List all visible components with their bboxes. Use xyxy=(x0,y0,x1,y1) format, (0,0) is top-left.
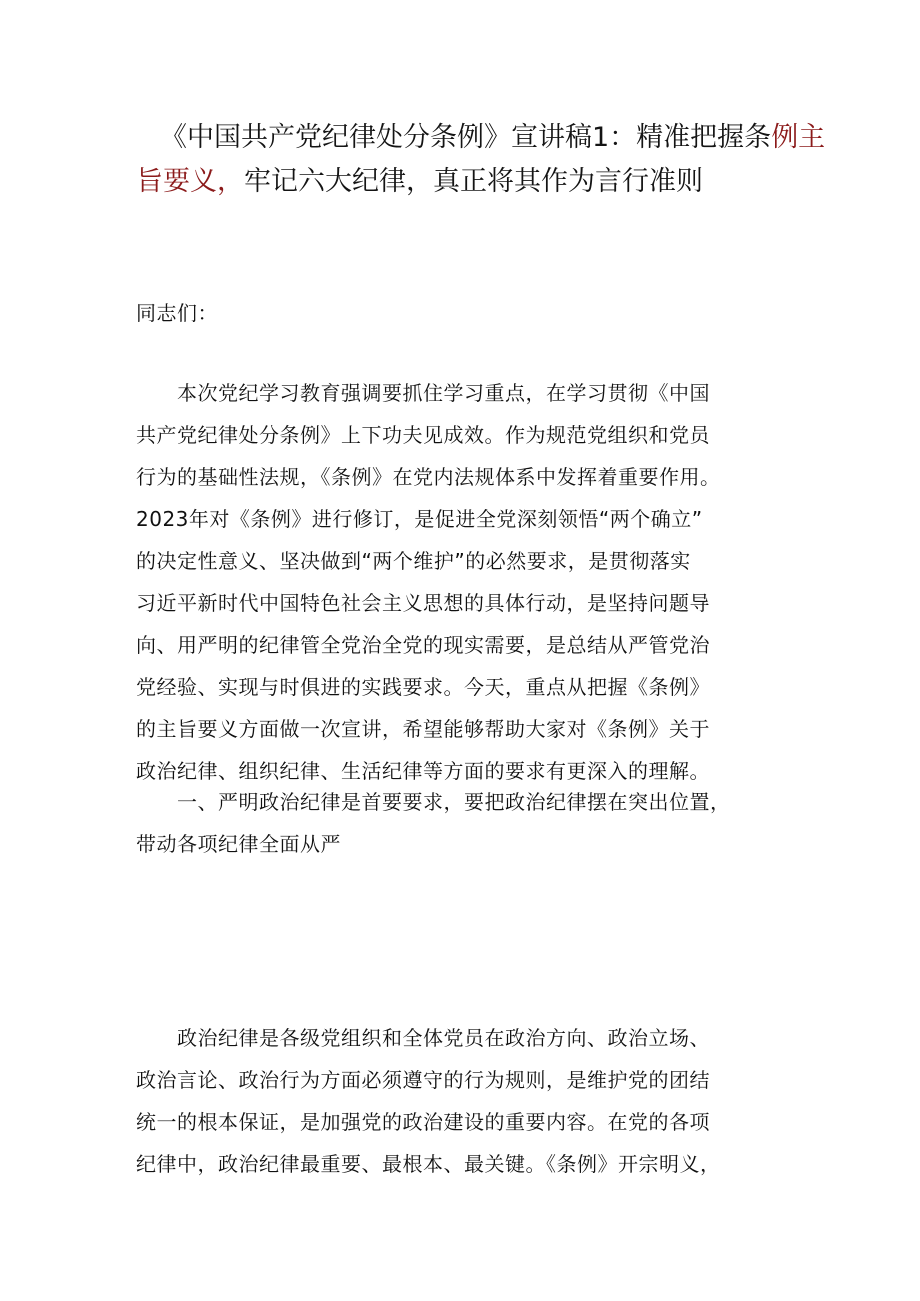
greeting: 同志们： xyxy=(136,301,218,325)
section-heading-1 xyxy=(136,781,796,865)
document-title xyxy=(136,116,826,204)
paragraph-line: 2023年对《条例》进行修订，是促进全党深刻领悟“两个确立” xyxy=(136,507,703,531)
paragraph-line: 本次党纪学习教育强调要抓住学习重点，在学习贯彻《中国 xyxy=(136,381,710,405)
paragraph-line: 党经验、实现与时俱进的实践要求。今天，重点从把握《条例》 xyxy=(136,675,710,699)
paragraph-2 xyxy=(136,1017,796,1185)
heading-line: 带动各项纪律全面从严 xyxy=(136,832,341,856)
paragraph-line: 的决定性意义、坚决做到“两个维护”的必然要求，是贯彻落实 xyxy=(136,549,691,573)
paragraph-line: 纪律中，政治纪律最重要、最根本、最关键。《条例》开宗明义， xyxy=(136,1152,721,1176)
title-line-2 xyxy=(136,160,796,204)
title-line-1-red-text: 例主 xyxy=(771,122,826,153)
paragraph-line: 行为的基础性法规，《条例》在党内法规体系中发挥着重要作用。 xyxy=(136,465,721,489)
paragraph-line: 共产党纪律处分条例》上下功夫见成效。作为规范党组织和党员 xyxy=(136,423,710,447)
paragraph-line: 向、用严明的纪律管全党治全党的现实需要，是总结从严管党治 xyxy=(136,633,710,657)
title-line-1 xyxy=(136,116,826,160)
title-line-2-red-text: 旨要义， xyxy=(136,166,244,197)
title-line-2-text: 牢记六大纪律，真正将其作为言行准则 xyxy=(244,166,703,197)
title-line-1-text: 《中国共产党纪律处分条例》宣讲稿1：精准把握条 xyxy=(160,122,772,153)
paragraph-line: 习近平新时代中国特色社会主义思想的具体行动，是坚持问题导 xyxy=(136,591,710,615)
paragraph-line: 政治纪律、组织纪律、生活纪律等方面的要求有更深入的理解。 xyxy=(136,759,710,783)
paragraph-1 xyxy=(136,372,796,792)
paragraph-line: 的主旨要义方面做一次宣讲，希望能够帮助大家对《条例》关于 xyxy=(136,717,710,741)
paragraph-line: 政治言论、政治行为方面必须遵守的行为规则，是维护党的团结 xyxy=(136,1068,710,1092)
paragraph-line: 统一的根本保证，是加强党的政治建设的重要内容。在党的各项 xyxy=(136,1110,710,1134)
paragraph-line: 政治纪律是各级党组织和全体党员在政治方向、政治立场、 xyxy=(136,1026,710,1050)
heading-line: 一、严明政治纪律是首要要求，要把政治纪律摆在突出位置， xyxy=(136,790,731,814)
